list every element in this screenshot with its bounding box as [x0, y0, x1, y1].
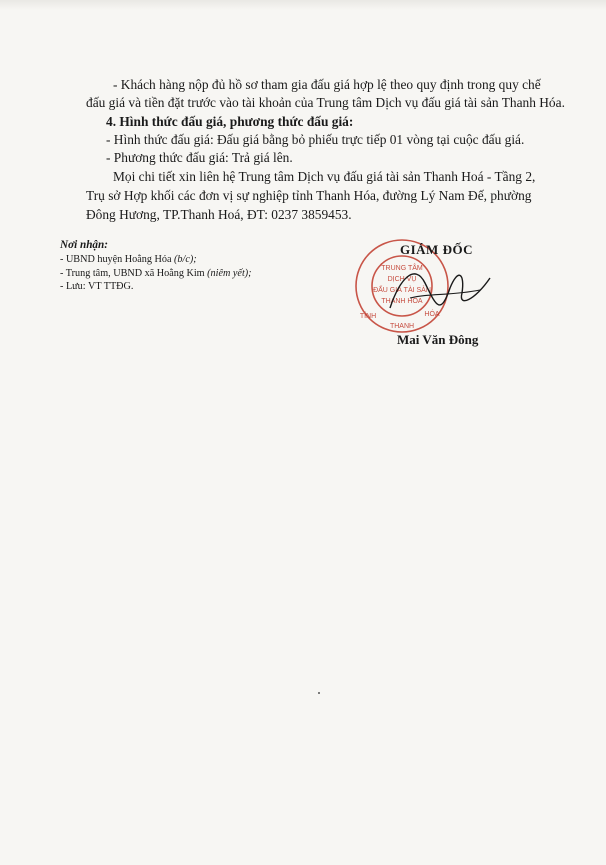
recipients-title: Nơi nhận: — [60, 239, 108, 251]
scan-speck — [318, 692, 320, 694]
signer-title: GIÁM ĐỐC — [400, 242, 473, 257]
contact-line: Trụ sở Hợp khối các đơn vị sự nghiệp tỉnh Thanh Hóa, đường Lý Nam Đế, phường — [86, 188, 532, 203]
contact-line: Mọi chi tiết xin liên hệ Trung tâm Dịch vụ đấu giá tài sản Thanh Hoá - Tầng 2, — [113, 169, 536, 184]
paragraph-line: đấu giá và tiền đặt trước vào tài khoản của Trung tâm Dịch vụ đấu giá tài sản Thanh Hóa. — [86, 95, 565, 110]
signature-block — [340, 238, 520, 348]
section-heading: 4. Hình thức đấu giá, phương thức đấu giá: — [106, 114, 354, 129]
stamp-ring-text: THANH — [389, 323, 415, 330]
stamp-ring-text: TỈNH — [359, 313, 377, 320]
auction-method-line: - Phương thức đấu giá: Trả giá lên. — [106, 150, 293, 165]
recipient-item: - UBND huyện Hoằng Hóa (b/c); — [60, 253, 197, 265]
stamp-text: ĐẤU GIÁ TÀI SẢN — [373, 287, 431, 294]
recipients-block — [60, 239, 252, 294]
signer-name: Mai Văn Đông — [397, 332, 479, 347]
stamp-text: DỊCH VỤ — [387, 276, 417, 283]
auction-form-line: - Hình thức đấu giá: Đấu giá bằng bỏ phiếu trực tiếp 01 vòng tại cuộc đấu giá. — [106, 132, 525, 147]
paragraph-line: - Khách hàng nộp đủ hồ sơ tham gia đấu giá hợp lệ theo quy định trong quy chế — [113, 77, 541, 92]
contact-line: Đông Hương, TP.Thanh Hoá, ĐT: 0237 3859453. — [86, 207, 352, 222]
stamp-text: TRUNG TÂM — [381, 265, 423, 272]
recipient-item: - Lưu: VT TTĐG. — [60, 281, 134, 293]
recipient-item: - Trung tâm, UBND xã Hoằng Kim (niêm yết); — [60, 267, 252, 279]
stamp-ring-text: HÓA — [424, 311, 440, 318]
stamp-text: THANH HÓA — [381, 298, 423, 305]
page-top-edge — [0, 0, 606, 10]
